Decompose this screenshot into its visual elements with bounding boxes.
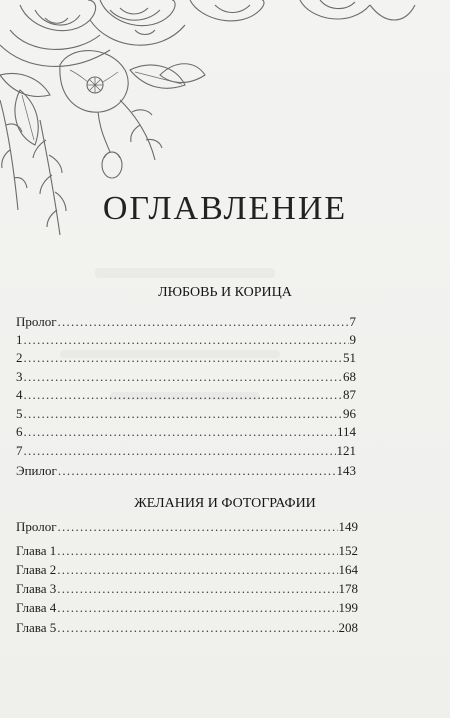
toc-entry-label: 5 (16, 406, 23, 421)
toc-entry (16, 519, 358, 537)
toc-leader-dots (24, 406, 343, 422)
toc-entry-page: 7 (349, 314, 356, 329)
page-title: ОГЛАВЛЕНИЕ (102, 190, 348, 227)
toc-entry-page: 96 (343, 406, 356, 421)
toc-leader-dots (57, 562, 337, 578)
toc-leader-dots (57, 581, 337, 597)
toc-entry (16, 387, 356, 405)
toc-entry-label: Пролог (16, 519, 57, 534)
toc-entry-label: 2 (16, 350, 23, 365)
toc-entry-page: 114 (336, 424, 356, 439)
toc-entry-label: 6 (16, 424, 23, 439)
section-heading: ЖЕЛАНИЯ И ФОТОГРАФИИ (134, 496, 316, 511)
toc-entry-label: 3 (16, 369, 23, 384)
toc-entry (16, 562, 358, 580)
toc-entry (16, 443, 356, 461)
toc-leader-dots (58, 314, 349, 330)
toc-entry (16, 600, 358, 618)
section-heading: ЛЮБОВЬ И КОРИЦА (158, 285, 292, 300)
toc-leader-dots (57, 600, 337, 616)
toc-entry (16, 332, 356, 350)
toc-entry (16, 406, 356, 424)
toc-entry-label: 7 (16, 443, 23, 458)
toc-entry-page: 149 (338, 519, 358, 534)
toc-entry-page: 152 (338, 543, 358, 558)
rose-icon (90, 0, 185, 45)
toc-entry-label: Глава 5 (16, 620, 57, 635)
toc-entry (16, 581, 358, 599)
toc-entry-page: 121 (336, 443, 356, 458)
toc-entry-page: 9 (349, 332, 356, 347)
toc-entry-label: Пролог (16, 314, 57, 329)
bud-icon (98, 112, 122, 178)
toc-entry-label: Глава 2 (16, 562, 57, 577)
poppy-icon (60, 51, 128, 113)
toc-entry (16, 620, 358, 638)
toc-entry-page: 164 (338, 562, 358, 577)
toc-entry-label: Глава 1 (16, 543, 57, 558)
toc-entry-page: 178 (338, 581, 358, 596)
toc-leader-dots (57, 543, 337, 559)
toc-entry (16, 314, 356, 332)
toc-entry-label: Глава 3 (16, 581, 57, 596)
toc-leader-dots (24, 387, 343, 403)
toc-leader-dots (58, 463, 336, 479)
toc-entry-page: 143 (336, 463, 356, 478)
bleed-through-mark (95, 268, 275, 278)
toc-entry-page: 199 (338, 600, 358, 615)
toc-entry-page: 87 (343, 387, 356, 402)
toc-entry-label: Эпилог (16, 463, 57, 478)
toc-leader-dots (24, 350, 343, 366)
toc-entry-label: 1 (16, 332, 23, 347)
toc-leader-dots (24, 443, 336, 459)
toc-entry-label: Глава 4 (16, 600, 57, 615)
toc-leader-dots (24, 369, 343, 385)
rose-icon (0, 0, 110, 66)
toc-leader-dots (24, 424, 336, 440)
toc-entry (16, 543, 358, 561)
toc-entry-page: 51 (343, 350, 356, 365)
toc-leader-dots (58, 519, 338, 535)
toc-leader-dots (57, 620, 337, 636)
toc-entry-page: 208 (338, 620, 358, 635)
toc-leader-dots (24, 332, 349, 348)
toc-entry-page: 68 (343, 369, 356, 384)
sprig-icon (120, 100, 162, 160)
toc-entry (16, 369, 356, 387)
toc-entry (16, 463, 356, 481)
toc-entry (16, 424, 356, 442)
toc-entry-label: 4 (16, 387, 23, 402)
rose-icon (190, 0, 415, 21)
toc-entry (16, 350, 356, 368)
